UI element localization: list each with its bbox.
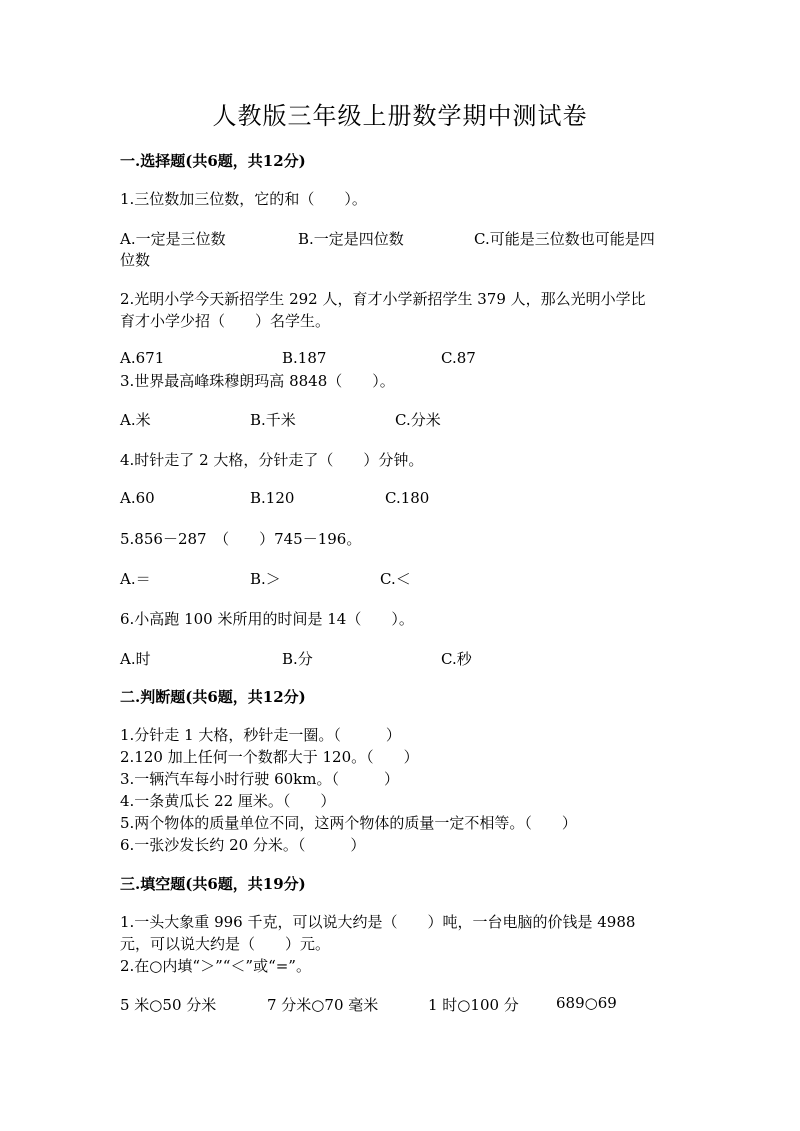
question-2-line1: 2.光明小学今天新招学生 292 人，育才小学新招学生 379 人，那么光明小学比 bbox=[120, 290, 646, 308]
question-1: 1.三位数加三位数，它的和（ ）。 bbox=[120, 190, 367, 208]
option-c: C.＜ bbox=[380, 570, 411, 588]
judge-item: 3.一辆汽车每小时行驶 60km。（ ） bbox=[120, 770, 399, 788]
page-title: 人教版三年级上册数学期中测试卷 bbox=[212, 102, 588, 130]
compare-blank: 7 分米○70 毫米 bbox=[267, 996, 379, 1014]
judge-item: 6.一张沙发长约 20 分米。（ ） bbox=[120, 836, 366, 854]
question-6: 6.小高跑 100 米所用的时间是 14（ ）。 bbox=[120, 610, 414, 628]
option-a: A.671 bbox=[120, 349, 165, 367]
section-heading-choice: 一.选择题(共6题，共12分) bbox=[120, 152, 306, 170]
option-a: A.一定是三位数 bbox=[120, 230, 226, 248]
option-c: C.分米 bbox=[395, 411, 441, 429]
compare-blank: 1 时○100 分 bbox=[428, 996, 519, 1014]
option-b: B.千米 bbox=[250, 411, 296, 429]
judge-item: 4.一条黄瓜长 22 厘米。（ ） bbox=[120, 792, 336, 810]
compare-blank: 5 米○50 分米 bbox=[120, 996, 217, 1014]
option-a: A.时 bbox=[120, 650, 151, 668]
judge-item: 2.120 加上任何一个数都大于 120。（ ） bbox=[120, 748, 419, 766]
question-4: 4.时针走了 2 大格，分针走了（ ）分钟。 bbox=[120, 451, 424, 469]
compare-blank: 689○69 bbox=[556, 994, 617, 1012]
judge-item: 1.分针走 1 大格，秒针走一圈。（ ） bbox=[120, 726, 401, 744]
fill-question-1-line2: 元，可以说大约是（ ）元。 bbox=[120, 935, 331, 953]
option-c: C.87 bbox=[441, 349, 476, 367]
option-b: B.分 bbox=[282, 650, 313, 668]
option-a: A.＝ bbox=[120, 570, 151, 588]
fill-question-2: 2.在○内填“＞”“＜”或“=”。 bbox=[120, 957, 311, 975]
option-c-continued: 位数 bbox=[120, 251, 151, 269]
option-b: B.一定是四位数 bbox=[298, 230, 404, 248]
section-heading-judge: 二.判断题(共6题，共12分) bbox=[120, 688, 306, 706]
option-b: B.＞ bbox=[250, 570, 281, 588]
option-a: A.60 bbox=[120, 489, 155, 507]
option-c: C.秒 bbox=[441, 650, 472, 668]
judge-item: 5.两个物体的质量单位不同，这两个物体的质量一定不相等。（ ） bbox=[120, 814, 577, 832]
option-a: A.米 bbox=[120, 411, 151, 429]
question-2-line2: 育才小学少招（ ）名学生。 bbox=[120, 312, 331, 330]
fill-question-1-line1: 1.一头大象重 996 千克，可以说大约是（ ）吨，一台电脑的价钱是 4988 bbox=[120, 913, 636, 931]
option-c: C.180 bbox=[385, 489, 430, 507]
question-3: 3.世界最高峰珠穆朗玛高 8848（ ）。 bbox=[120, 372, 395, 390]
option-b: B.120 bbox=[250, 489, 295, 507]
question-5: 5.856－287 （ ）745－196。 bbox=[120, 530, 362, 548]
option-b: B.187 bbox=[282, 349, 327, 367]
section-heading-fill: 三.填空题(共6题，共19分) bbox=[120, 875, 306, 893]
option-c: C.可能是三位数也可能是四 bbox=[474, 230, 655, 248]
